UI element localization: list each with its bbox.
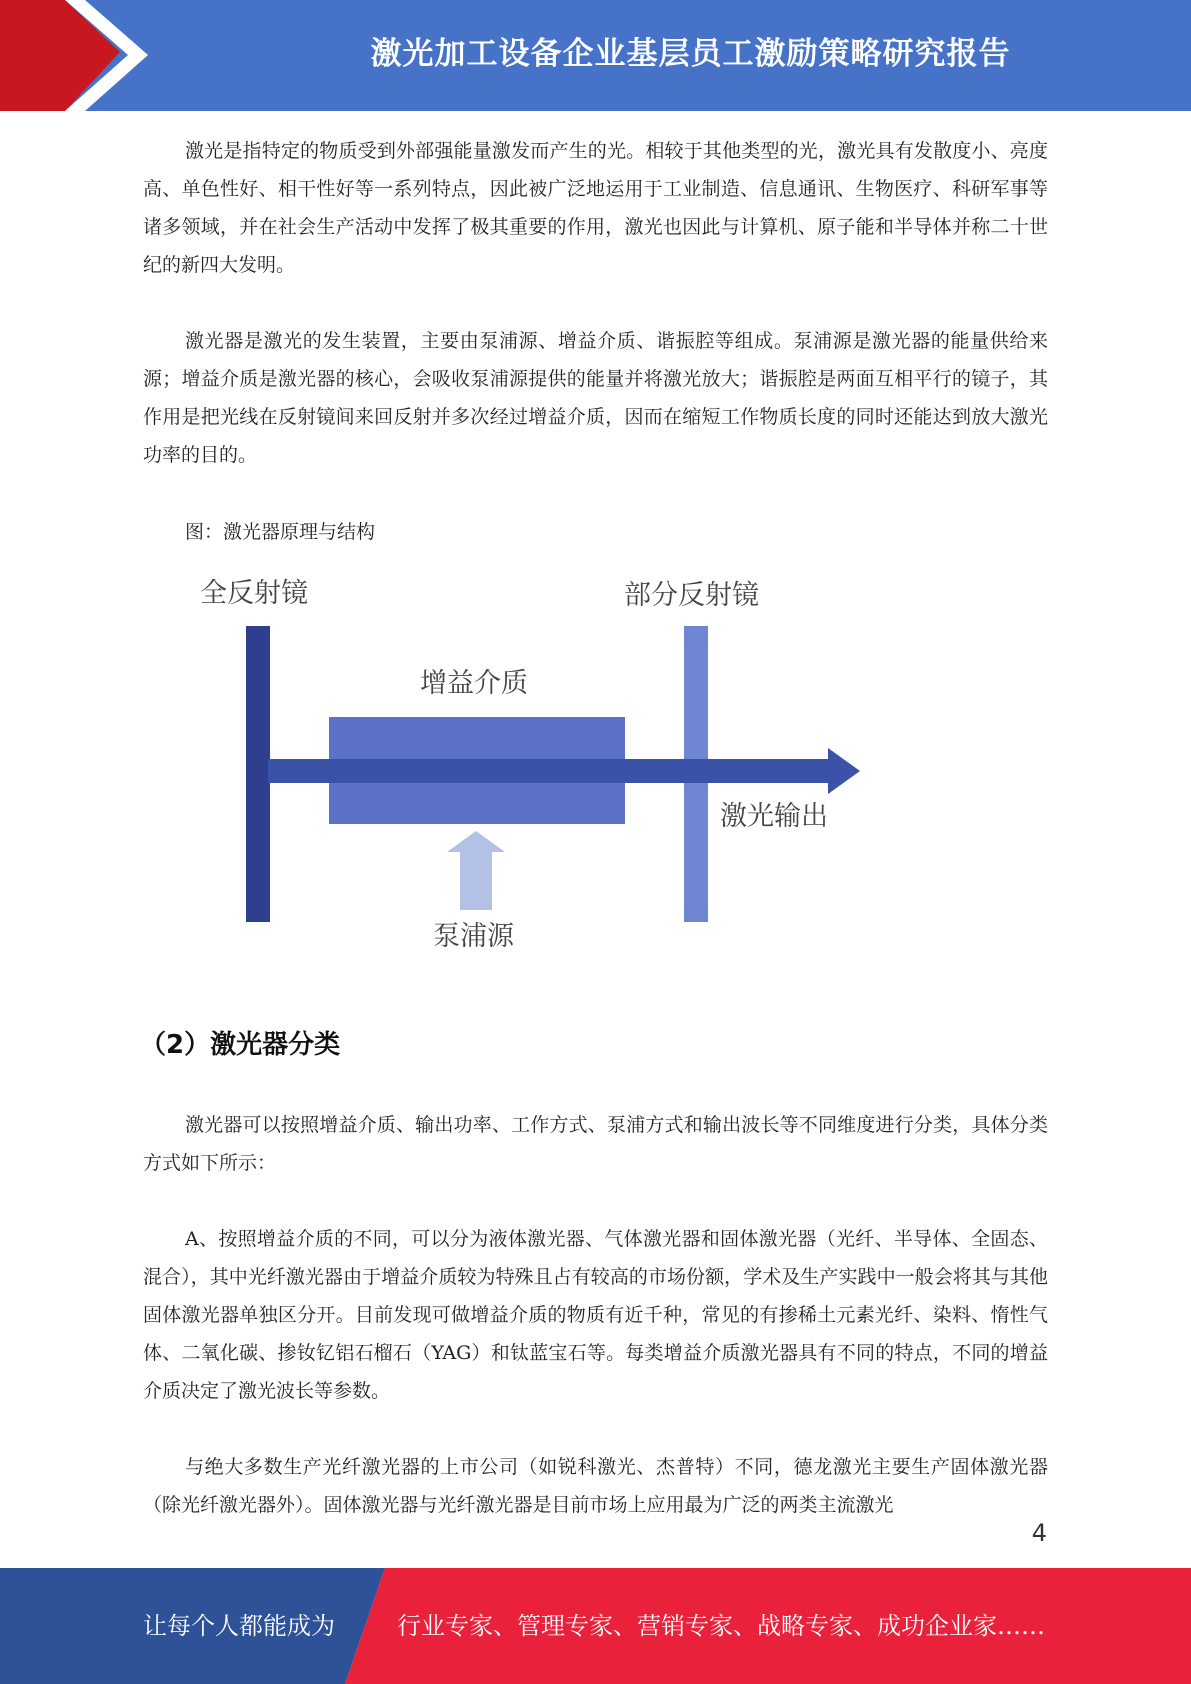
- intro-paragraph-2: 激光器是激光的发生装置，主要由泵浦源、增益介质、谐振腔等组成。泵浦源是激光器的能量供给来源；增益介质是激光器的核心，会吸收泵浦源提供的能量并将激光放大；谐振腔是两面互相平行的镜子，其作用是把光线在反射镜间来回反射并多次经过增益介质，因而在缩短工作物质长度的同时还能达到放大激光功率的目的。: [143, 330, 1048, 466]
- page-footer: [0, 1568, 1191, 1684]
- report-title: 激光加工设备企业基层员工激励策略研究报告: [370, 35, 1011, 72]
- laser-structure-diagram: [0, 560, 1191, 970]
- figure-caption: 图：激光器原理与结构: [185, 521, 376, 543]
- header-chevron-decoration: [0, 0, 200, 111]
- delong-laser-paragraph: 与绝大多数生产光纤激光器的上市公司（如锐科激光、杰普特）不同，德龙激光主要生产固体激光器（除光纤激光器外）。固体激光器与光纤激光器是目前市场上应用最为广泛的两类主流激光: [143, 1456, 1048, 1516]
- classification-intro-paragraph: 激光器可以按照增益介质、输出功率、工作方式、泵浦方式和输出波长等不同维度进行分类，具体分类方式如下所示：: [143, 1114, 1048, 1174]
- footer-slogan-left: 让每个人都能成为: [143, 1612, 335, 1640]
- intro-paragraph-1: 激光是指特定的物质受到外部强能量激发而产生的光。相较于其他类型的光，激光具有发散度小、亮度高、单色性好、相干性好等一系列特点，因此被广泛地运用于工业制造、信息通讯、生物医疗、科研军事等诸多领域，并在社会生产活动中发挥了极其重要的作用，激光也因此与计算机、原子能和半导体并称二十世纪的新四大发明。: [143, 140, 1048, 276]
- label-full-mirror: 全反射镜: [200, 578, 308, 609]
- footer-slogan-right: 行业专家、管理专家、营销专家、战略专家、成功企业家……: [397, 1612, 1045, 1640]
- pump-arrow-icon: [447, 831, 505, 910]
- page-number: 4: [1031, 1519, 1047, 1547]
- page-header: [0, 0, 1191, 111]
- label-laser-output: 激光输出: [720, 801, 828, 832]
- label-partial-mirror: 部分反射镜: [624, 580, 759, 611]
- section-heading: （2）激光器分类: [140, 1030, 341, 1060]
- label-pump-source: 泵浦源: [433, 921, 514, 952]
- label-gain-medium: 增益介质: [420, 668, 528, 699]
- full-mirror-bar: [246, 626, 270, 922]
- gain-medium-classification-paragraph: A、按照增益介质的不同，可以分为液体激光器、气体激光器和固体激光器（光纤、半导体、全固态、混合），其中光纤激光器由于增益介质较为特殊且占有较高的市场份额，学术及生产实践中一般会将其与其他固体激光器单独区分开。目前发现可做增益介质的物质有近千种，常见的有掺稀土元素光纤、染料、惰性气体、二氧化碳、掺钕钇铝石榴石（YAG）和钛蓝宝石等。每类增益介质激光器具有不同的特点，不同的增益介质决定了激光波长等参数。: [143, 1228, 1048, 1402]
